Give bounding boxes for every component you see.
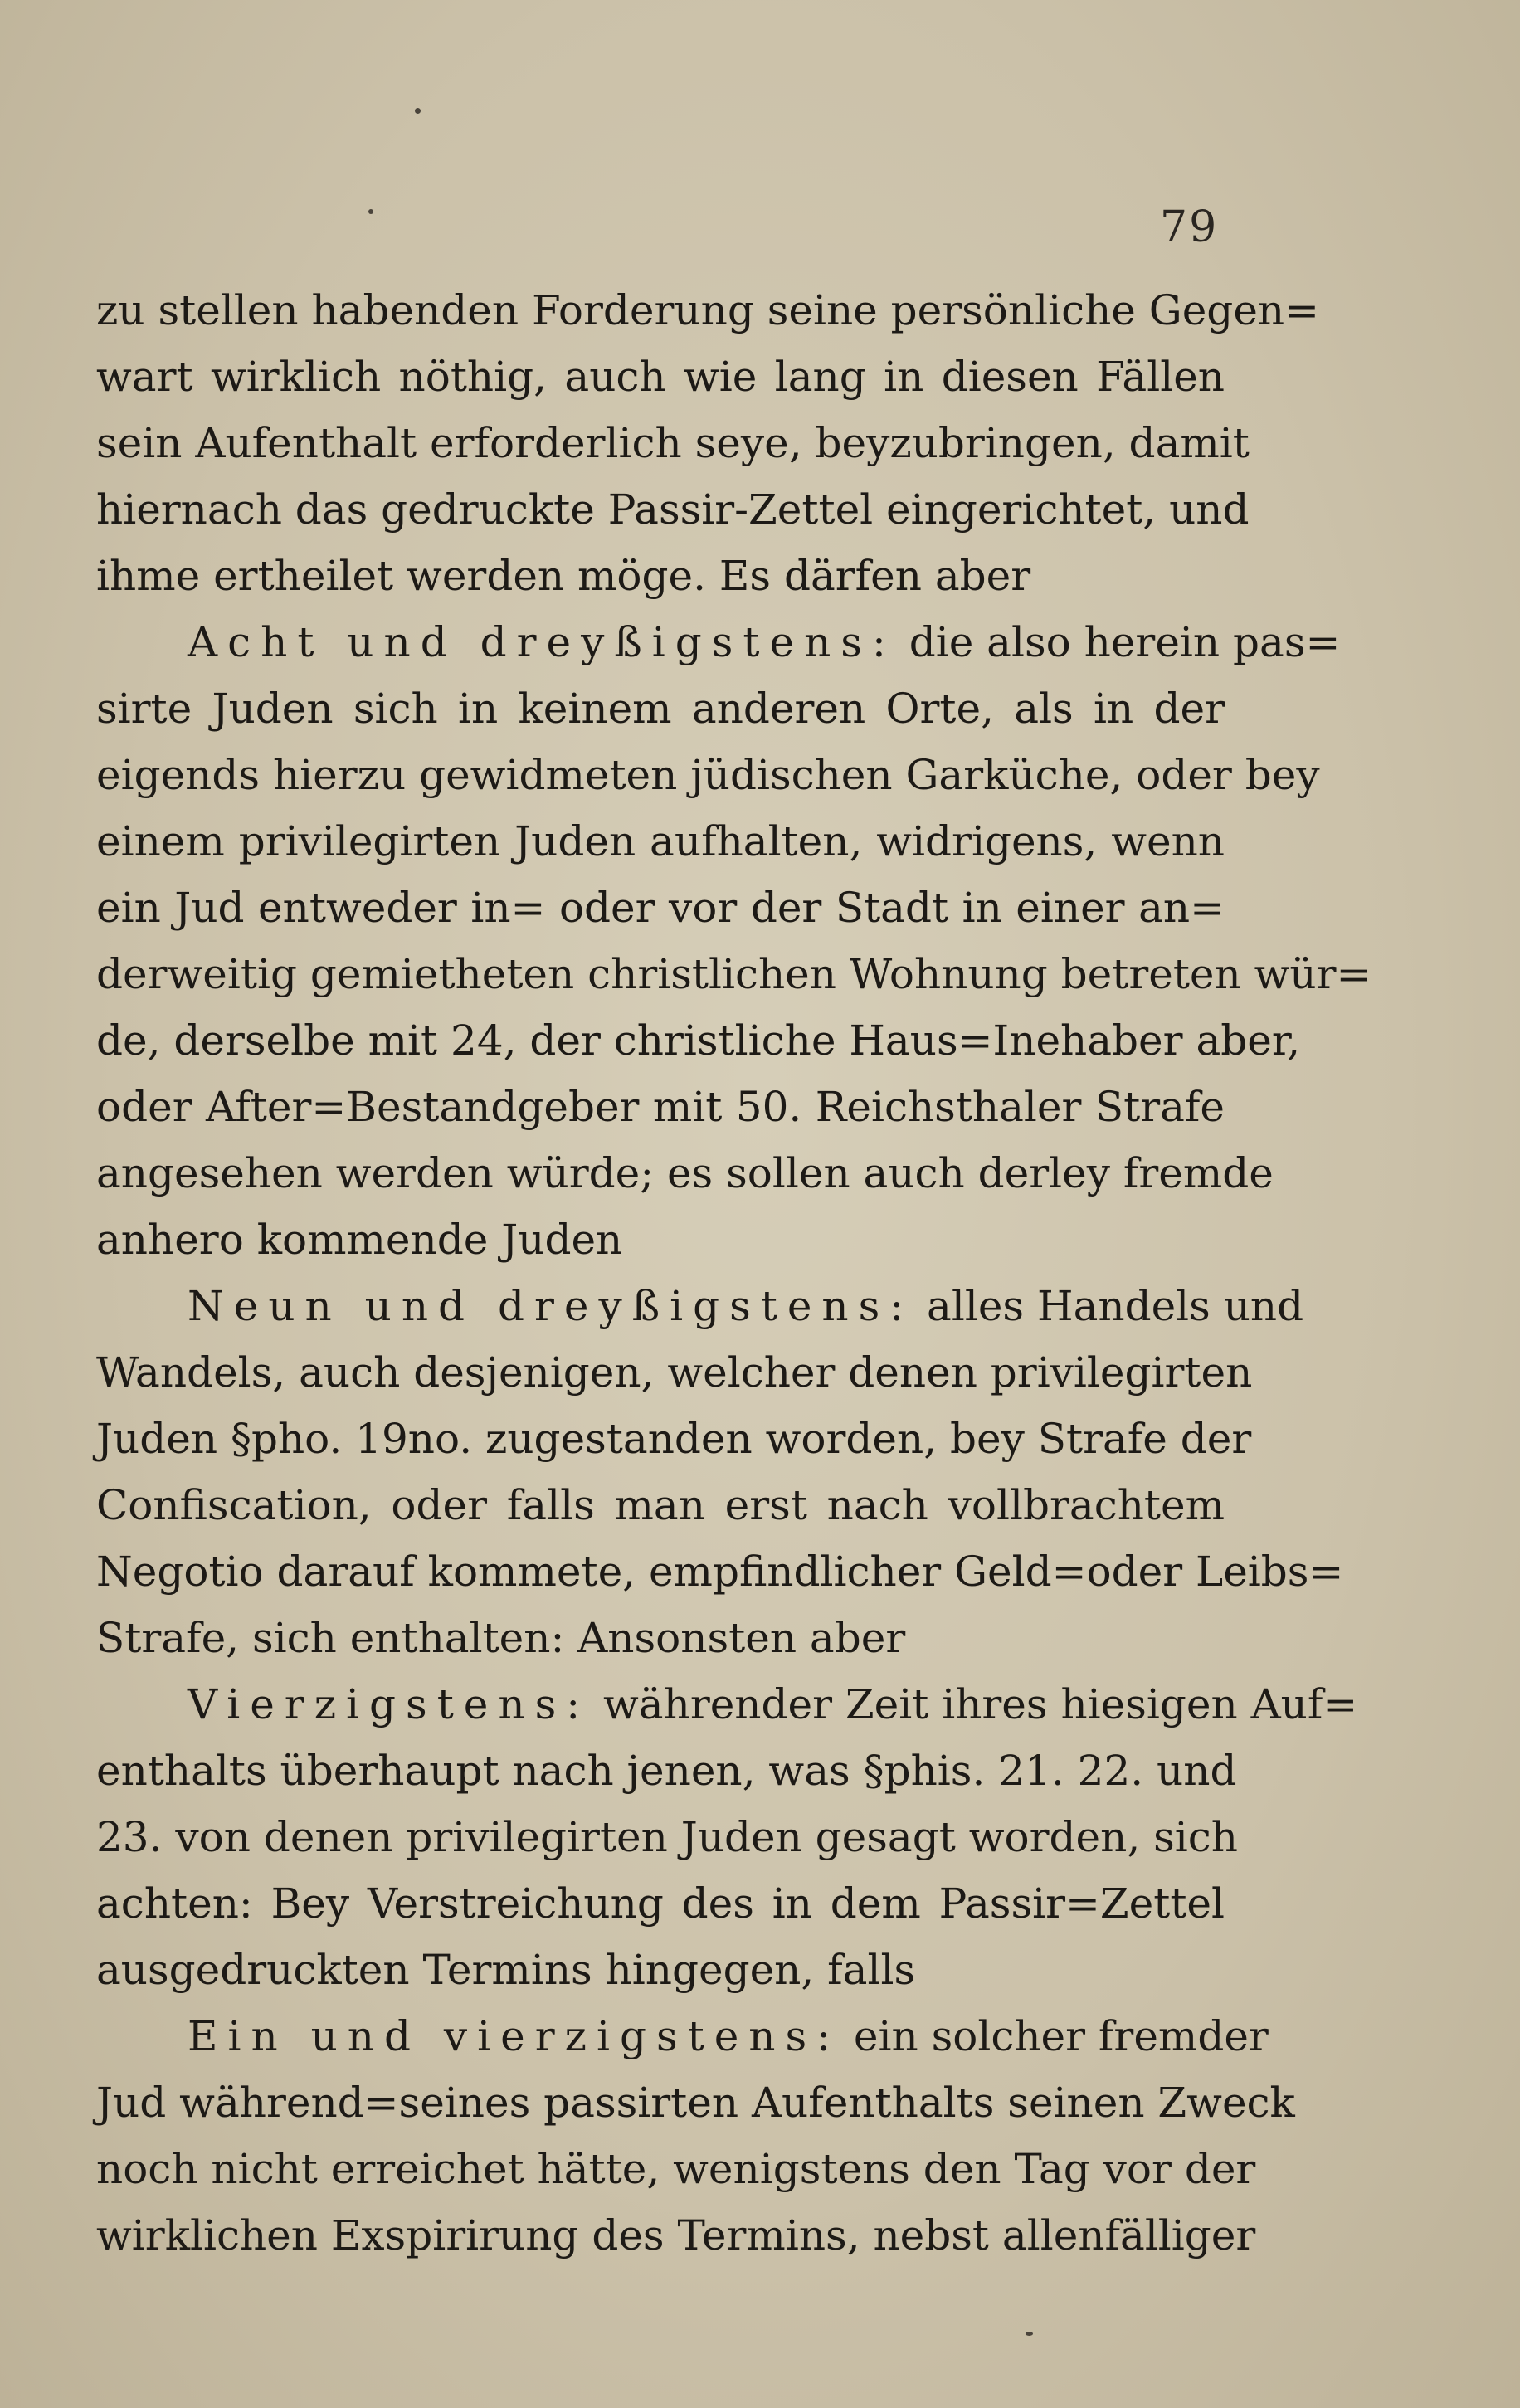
paragraph — [96, 1671, 1358, 2003]
text-line — [96, 2069, 1295, 2136]
paragraph — [96, 609, 1371, 1273]
line-text: noch nicht erreichet hätte, wenigstens den Tag vor der — [96, 2145, 1256, 2193]
text-line — [96, 2003, 1269, 2069]
line-text: Confiscation, oder falls man erst nach vollbrachtem — [96, 1481, 1225, 1529]
text-line — [96, 2136, 1256, 2202]
line-text: wart wirklich nöthig, auch wie lang in diesen Fällen — [96, 353, 1225, 401]
body-text — [96, 277, 1371, 2269]
line-text: de, derselbe mit 24, der christliche Haus=Inehaber aber, — [96, 1016, 1301, 1065]
text-line — [96, 1538, 1344, 1605]
paragraph — [96, 2003, 1295, 2269]
line-text: oder After=Bestandgeber mit 50. Reichsthaler Strafe — [96, 1083, 1225, 1131]
text-line — [96, 1472, 1225, 1538]
text-line — [96, 1206, 1225, 1273]
line-text: 23. von denen privilegirten Juden gesagt worden, sich — [96, 1813, 1238, 1861]
text-line — [96, 1273, 1304, 1339]
text-line — [96, 2202, 1256, 2269]
paragraph-lead-word: Vierzigstens: — [188, 1680, 591, 1728]
line-text: hiernach das gedruckte Passir-Zettel eingerichtet, und — [96, 485, 1250, 534]
line-text: einem privilegirten Juden aufhalten, widrigens, wenn — [96, 817, 1225, 865]
line-text: ihme ertheilet werden möge. Es därfen aber — [96, 552, 1031, 600]
text-line — [96, 875, 1225, 941]
paper-speck — [415, 108, 421, 114]
text-line — [96, 277, 1319, 344]
text-line — [96, 808, 1225, 875]
text-line — [96, 1738, 1237, 1804]
line-text: Negotio darauf kommete, empfindlicher Geld=oder Leibs= — [96, 1548, 1344, 1596]
line-text: Wandels, auch desjenigen, welcher denen privilegirten — [96, 1348, 1253, 1397]
paper-speck — [368, 209, 373, 214]
line-text: Strafe, sich enthalten: Ansonsten aber — [96, 1614, 906, 1662]
text-line — [96, 1937, 1225, 2003]
line-text: sirte Juden sich in keinem anderen Orte, als in der — [96, 685, 1225, 733]
line-text: eigends hierzu gewidmeten jüdischen Garküche, oder bey — [96, 751, 1320, 799]
text-line — [96, 1671, 1358, 1738]
text-line — [96, 609, 1341, 675]
text-line — [96, 476, 1250, 543]
text-line — [96, 941, 1371, 1007]
text-line — [96, 1074, 1225, 1140]
line-text: ein Jud entweder in= oder vor der Stadt in einer an= — [96, 884, 1225, 932]
line-text: ein solcher fremder — [840, 2012, 1269, 2060]
line-text: ausgedruckten Termins hingegen, falls — [96, 1946, 916, 1994]
line-text: alles Handels und — [913, 1282, 1304, 1330]
paragraph — [96, 1273, 1344, 1671]
text-line — [96, 410, 1250, 476]
line-text: die also herein pas= — [895, 618, 1341, 666]
paragraph — [96, 277, 1319, 609]
text-line — [96, 1140, 1274, 1206]
text-line — [96, 1605, 1225, 1671]
text-line — [96, 1804, 1238, 1870]
text-line — [96, 344, 1225, 410]
paragraph-lead-word: Ein und vierzigstens: — [188, 2012, 841, 2060]
paragraph-lead-word: Acht und dreyßigstens: — [188, 618, 896, 666]
page-number: 79 — [1160, 202, 1219, 252]
paper-speck — [1026, 2332, 1033, 2336]
text-line — [96, 543, 1225, 609]
line-text: währender Zeit ihres hiesigen Auf= — [590, 1680, 1358, 1728]
line-text: enthalts überhaupt nach jenen, was §phis. 21. 22. und — [96, 1747, 1237, 1795]
text-line — [96, 1406, 1252, 1472]
text-line — [96, 1339, 1253, 1406]
line-text: sein Aufenthalt erforderlich seye, beyzubringen, damit — [96, 419, 1250, 467]
text-line — [96, 1870, 1225, 1937]
line-text: Jud während=seines passirten Aufenthalts seinen Zweck — [96, 2079, 1295, 2127]
line-text: Juden §pho. 19no. zugestanden worden, bey Strafe der — [96, 1415, 1252, 1463]
line-text: angesehen werden würde; es sollen auch derley fremde — [96, 1149, 1274, 1197]
line-text: achten: Bey Verstreichung des in dem Passir=Zettel — [96, 1879, 1225, 1928]
line-text: wirklichen Exspirirung des Termins, nebst allenfälliger — [96, 2211, 1256, 2259]
line-text: derweitig gemietheten christlichen Wohnung betreten wür= — [96, 950, 1371, 998]
line-text: anhero kommende Juden — [96, 1216, 623, 1264]
text-line — [96, 1007, 1301, 1074]
text-line — [96, 742, 1320, 808]
line-text: zu stellen habenden Forderung seine persönliche Gegen= — [96, 286, 1319, 334]
paragraph-lead-word: Neun und dreyßigstens: — [188, 1282, 914, 1330]
text-line — [96, 675, 1225, 742]
